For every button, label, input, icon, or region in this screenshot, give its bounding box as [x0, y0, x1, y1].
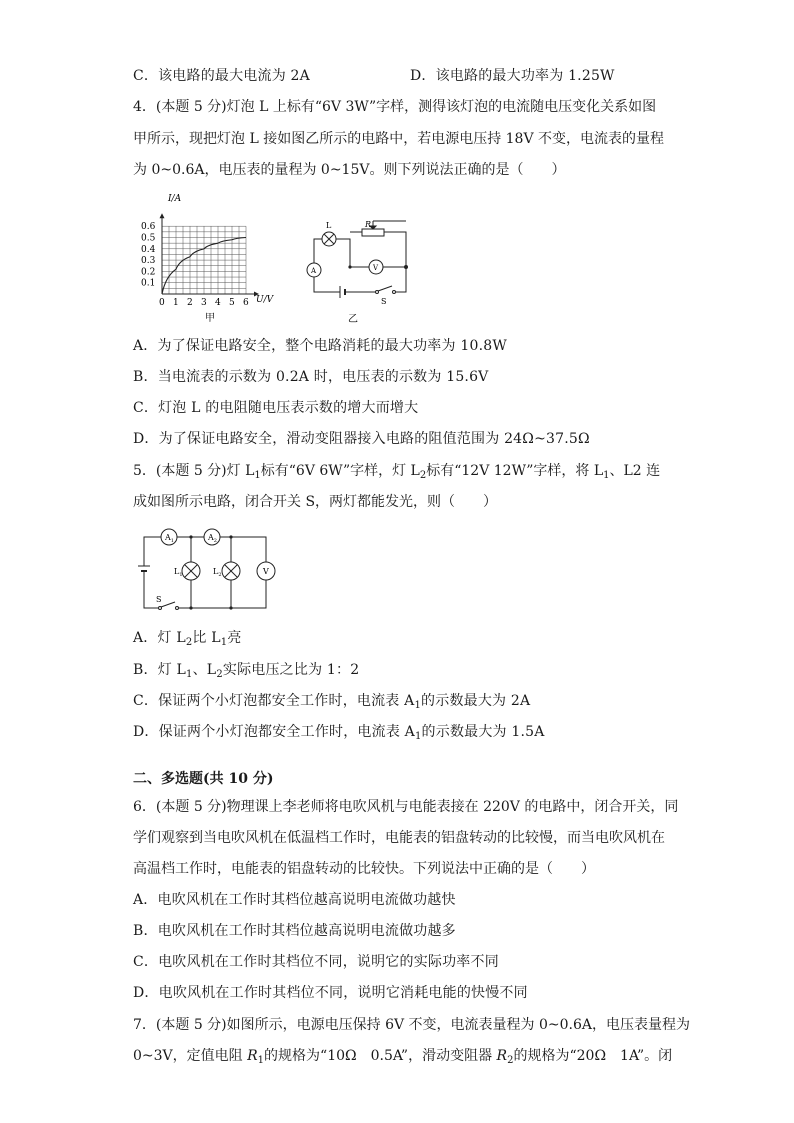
lamp-label: L: [326, 221, 332, 230]
q4-stem-line3: 为 0~0.6A，电压表的量程为 0~15V。则下列说法正确的是（ ）: [133, 162, 566, 178]
q6-stem-line2: 学们观察到当电吹风机在低温档工作时，电能表的铝盘转动的比较慢，而当电吹风机在: [133, 830, 665, 846]
q4-stem-line1: 4．(本题 5 分)灯泡 L 上标有“6V 3W”字样，测得该灯泡的电流随电压变化关系如图: [133, 99, 657, 115]
q4-option-d: D．为了保证电路安全，滑动变阻器接入电路的阻值范围为 24Ω~37.5Ω: [133, 431, 590, 447]
q6-stem-line3: 高温档工作时，电能表的铝盘转动的比较快。下列说法中正确的是（ ）: [133, 861, 595, 877]
x-tick-label: 4: [215, 298, 221, 308]
ammeter-a2-symbol: $A_2$: [208, 533, 217, 544]
q4-option-b: B．当电流表的示数为 0.2A 时，电压表的示数为 15.6V: [133, 369, 489, 385]
y-tick-label: 0.6: [141, 222, 156, 233]
y-tick-label: 0.3: [141, 256, 156, 267]
x-tick-label: 3: [201, 298, 207, 308]
rheostat-label: R: [365, 220, 372, 229]
q3-option-c: C．该电路的最大电流为 2A: [133, 68, 310, 84]
q7-stem-line2: 0~3V，定值电阻 $R_1$的规格为“10Ω 0.5A”，滑动变阻器 $R_2$的规格为“20Ω 1A”。闭: [133, 1048, 673, 1066]
chart-tick-labels: [141, 222, 249, 308]
circuit-diagram-q5: [130, 524, 280, 614]
q4-stem-line2: 甲所示，现把灯泡 L 接如图乙所示的电路中，若电源电压持 18V 不变，电流表的量程: [133, 131, 665, 147]
q5-option-c: C．保证两个小灯泡都安全工作时，电流表 $A_1$的示数最大为 2A: [133, 693, 531, 711]
chart-axes: [160, 213, 260, 296]
iu-graph-figure: [140, 190, 290, 328]
figure-caption-jia: 甲: [205, 313, 215, 324]
lamp-l2-label: $L_2$: [213, 567, 222, 578]
q5-stem-line2: 成如图所示电路，闭合开关 S，两灯都能发光，则（ ）: [133, 494, 498, 510]
y-tick-label: 0.4: [141, 244, 156, 255]
voltmeter-symbol-q5: V: [263, 567, 269, 576]
chart-x-axis-label: U/V: [256, 295, 274, 305]
ammeter-a1-symbol: $A_1$: [165, 533, 174, 544]
y-axis-arrow: [160, 213, 165, 218]
q6-option-c: C．电吹风机在工作时其档位不同，说明它的实际功率不同: [133, 954, 499, 970]
lamp-l1-label: $L_1$: [174, 567, 183, 578]
x-tick-label: 0: [159, 298, 165, 308]
x-tick-label: 5: [229, 298, 235, 308]
x-tick-label: 1: [173, 298, 179, 308]
chart-y-axis-label: I/A: [168, 194, 182, 204]
ammeter-symbol: A: [311, 267, 317, 275]
q6-option-d: D．电吹风机在工作时其档位不同，说明它消耗电能的快慢不同: [133, 985, 528, 1001]
q7-stem-line1: 7．(本题 5 分)如图所示，电源电压保持 6V 不变，电流表量程为 0~0.6A，电压表量程为: [133, 1017, 691, 1033]
q6-stem-line1: 6．(本题 5 分)物理课上李老师将电吹风机与电能表接在 220V 的电路中，闭合开关，同: [133, 799, 679, 815]
voltmeter-symbol: V: [373, 264, 379, 272]
x-tick-label: 6: [243, 298, 249, 308]
q4-option-a: A．为了保证电路安全，整个电路消耗的最大功率为 10.8W: [133, 338, 507, 354]
q5-option-a: A．灯 $L_2$比 $L_1$亮: [133, 630, 242, 648]
q5-option-b: B．灯 $L_1$、$L_2$实际电压之比为 1：2: [133, 662, 360, 680]
q6-option-a: A．电吹风机在工作时其档位越高说明电流做功越快: [133, 892, 456, 908]
q3-option-d: D．该电路的最大功率为 1.25W: [410, 68, 615, 84]
chart-grid: [162, 226, 246, 294]
y-tick-label: 0.5: [141, 233, 156, 244]
q5-stem-line1: 5．(本题 5 分)灯 $L_1$标有“6V 6W”字样，灯 $L_2$标有“12V 12W”字样，将 $L_1$、L2 连: [133, 463, 661, 481]
x-tick-label: 2: [187, 298, 193, 308]
circuit-diagram-yi: [300, 210, 415, 328]
y-tick-label: 0.2: [141, 267, 156, 278]
q4-option-c: C．灯泡 L 的电阻随电压表示数的增大而增大: [133, 400, 419, 416]
switch-label: S: [381, 297, 387, 306]
q6-option-b: B．电吹风机在工作时其档位越高说明电流做功越多: [133, 923, 456, 939]
switch-label-q5: S: [156, 595, 162, 604]
q5-option-d: D．保证两个小灯泡都安全工作时，电流表 $A_1$的示数最大为 1.5A: [133, 724, 545, 742]
section-heading-multiple-choice: 二、多选题(共 10 分): [133, 771, 274, 787]
y-tick-label: 0.1: [141, 278, 156, 289]
figure-caption-yi: 乙: [348, 314, 358, 325]
